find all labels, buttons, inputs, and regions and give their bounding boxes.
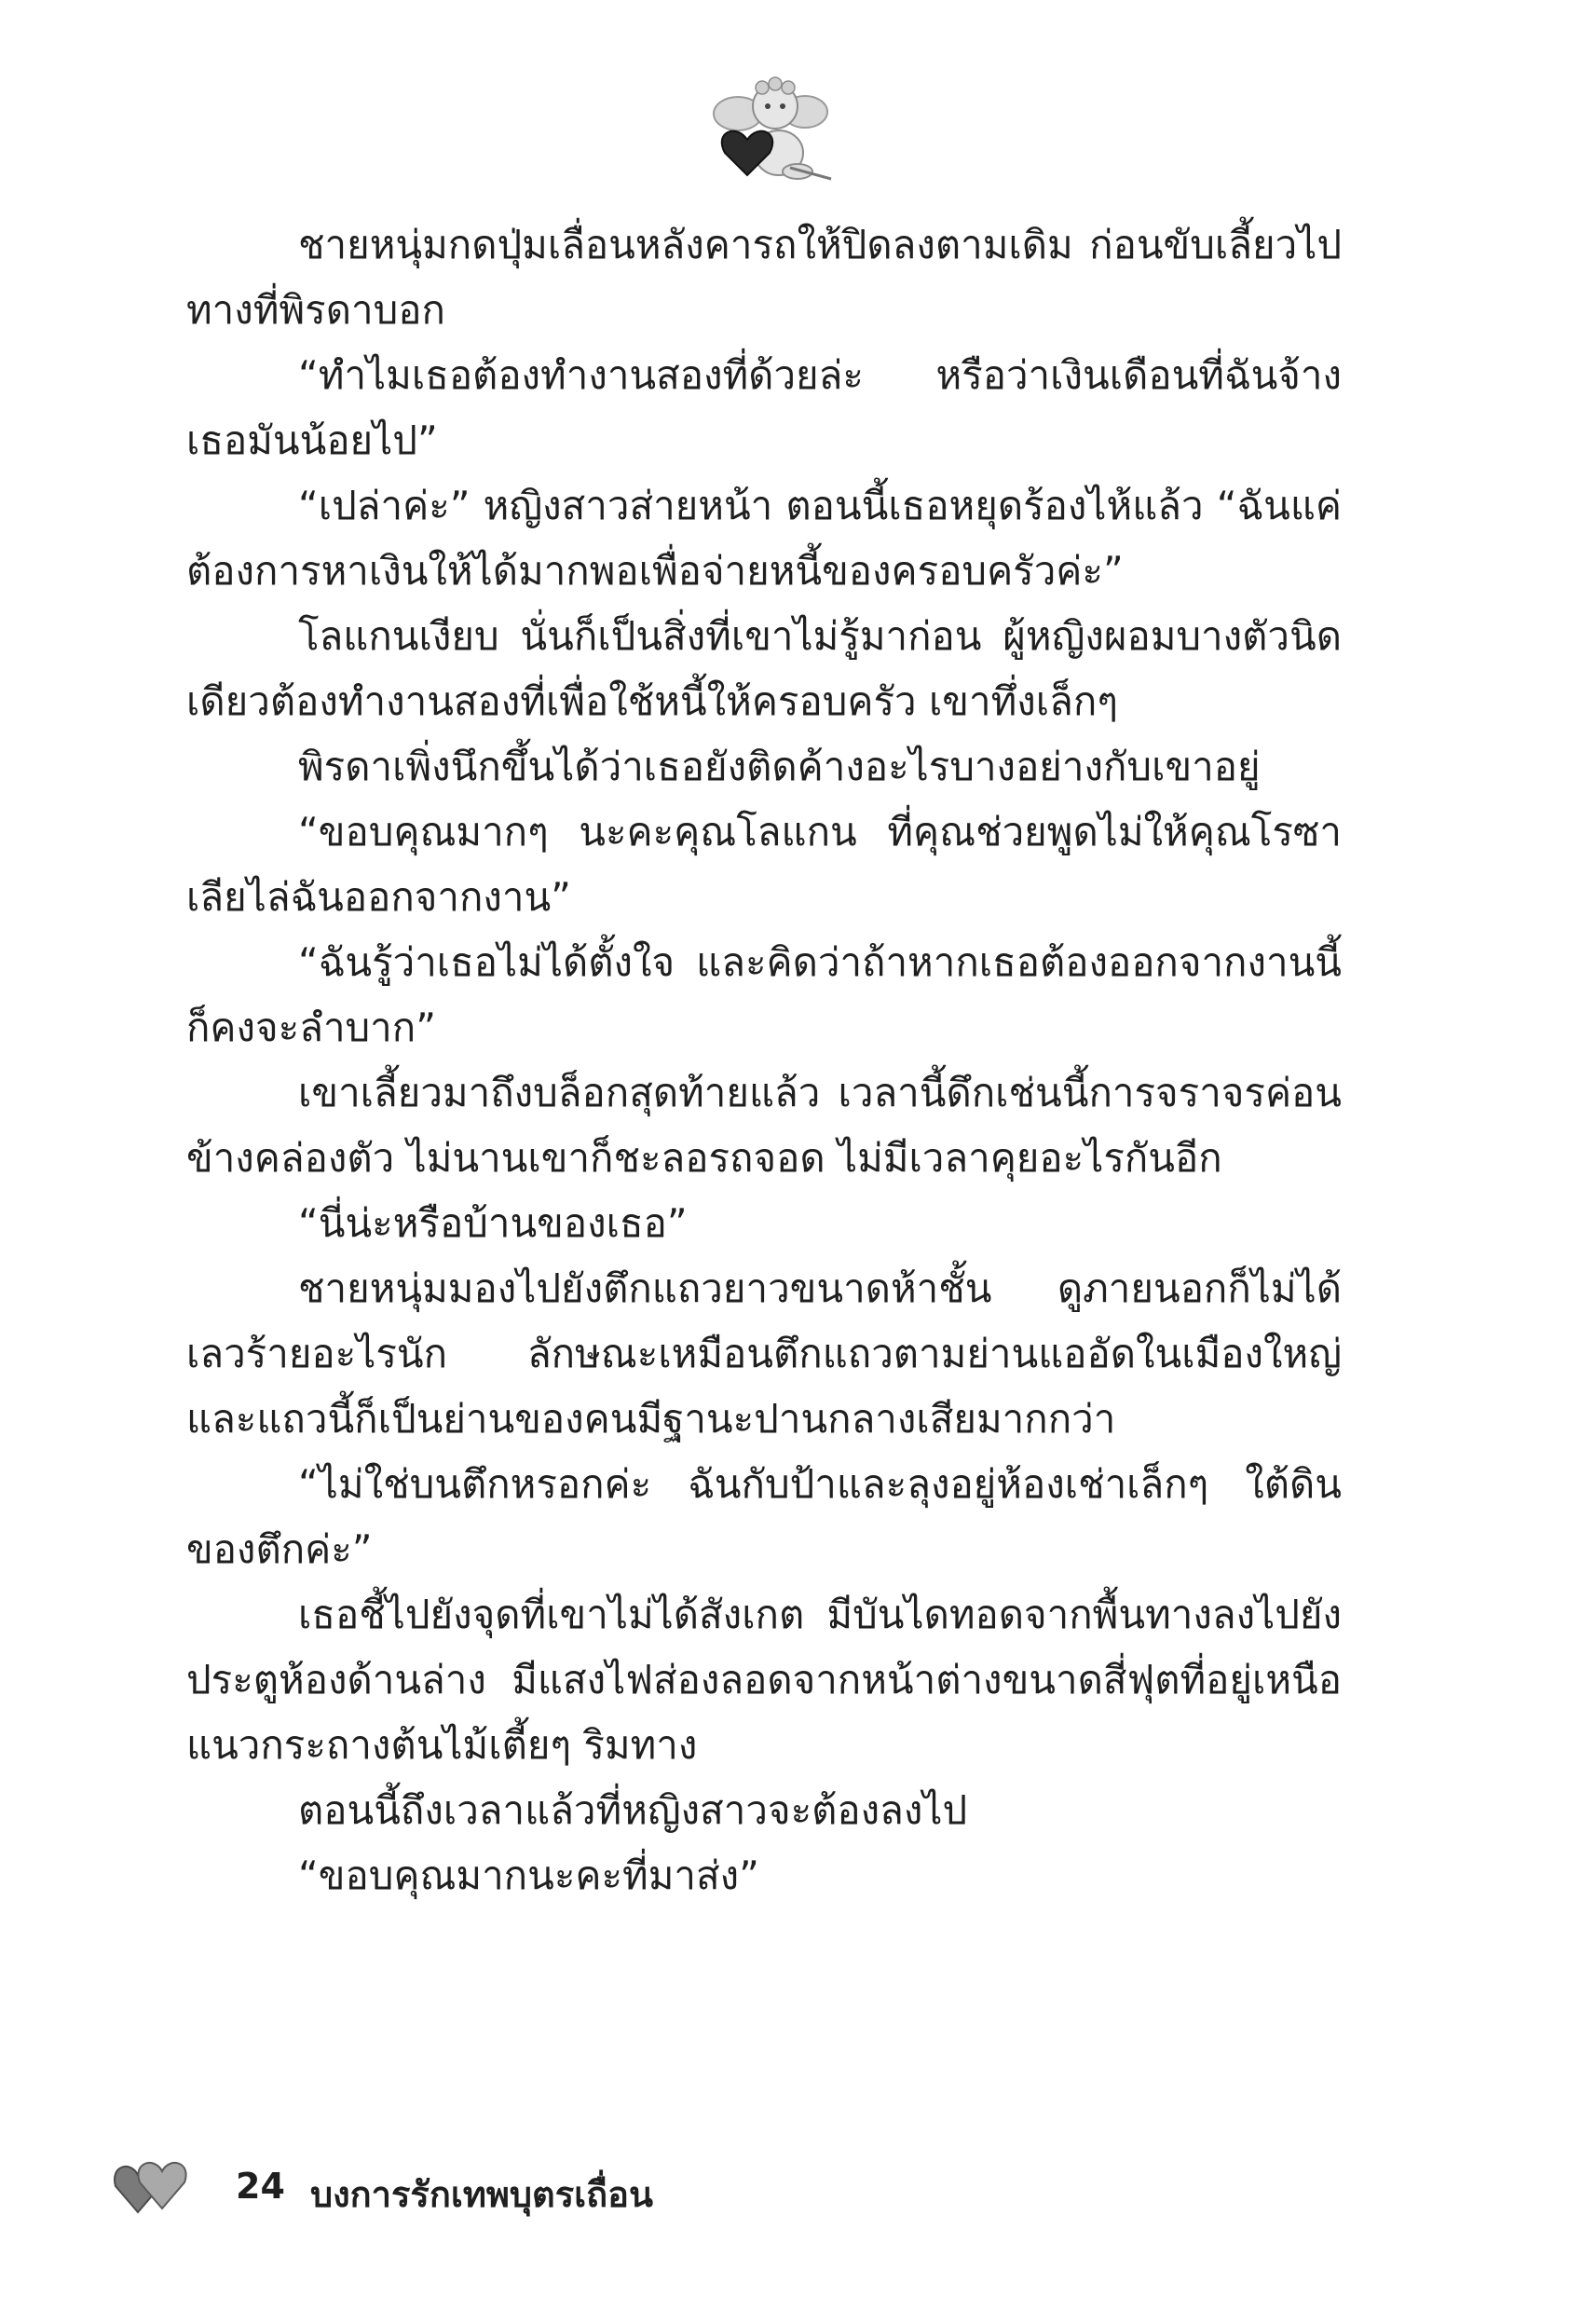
paragraph: “นี่น่ะหรือบ้านของเธอ” <box>298 1200 688 1246</box>
double-heart-icon <box>110 2143 194 2227</box>
page-number: 24 <box>236 2166 285 2207</box>
paragraph: โลแกนเงียบ นั่นก็เป็นสิ่งที่เขาไม่รู้มาก่อน ผู้หญิงผอมบางตัวนิดเดียวต้องทำงานสองที่เพื่อใช้หนี้ให้ครอบครัว เขาทึ่งเล็กๆ <box>186 613 1342 724</box>
paragraph: “ทำไมเธอต้องทำงานสองที่ด้วยล่ะ หรือว่าเงินเดือนที่ฉันจ้างเธอมันน้อยไป” <box>186 352 1342 463</box>
paragraph: “เปล่าค่ะ” หญิงสาวส่ายหน้า ตอนนี้เธอหยุดร้องไห้แล้ว “ฉันแค่ต้องการหาเงินให้ได้มากพอเพื่อจ่ายหนี้ของครอบครัวค่ะ” <box>186 483 1342 594</box>
paragraph: “ขอบคุณมากๆ นะคะคุณโลแกน ที่คุณช่วยพูดไม่ให้คุณโรซาเลียไล่ฉันออกจากงาน” <box>186 809 1342 920</box>
paragraph: ชายหนุ่มกดปุ่มเลื่อนหลังคารถให้ปิดลงตามเดิม ก่อนขับเลี้ยวไปทางที่พิรดาบอก <box>186 222 1342 333</box>
paragraph: “ฉันรู้ว่าเธอไม่ได้ตั้งใจ และคิดว่าถ้าหากเธอต้องออกจากงานนี้ก็คงจะลำบาก” <box>186 939 1342 1050</box>
paragraph: “ขอบคุณมากนะคะที่มาส่ง” <box>298 1853 759 1898</box>
cupid-with-heart-icon <box>701 75 840 186</box>
paragraph: เธอชี้ไปยังจุดที่เขาไม่ได้สังเกต มีบันไดทอดจากพื้นทางลงไปยังประตูห้องด้านล่าง มีแสงไฟส่องลอดจากหน้าต่างขนาดสี่ฟุตที่อยู่เหนือแนวกระถางต้นไม้เตี้ยๆ ริมทาง <box>186 1592 1342 1768</box>
book-title: บงการรักเทพบุตรเถื่อน <box>310 2174 653 2215</box>
page-footer <box>110 2143 855 2227</box>
paragraph: ชายหนุ่มมองไปยังตึกแถวยาวขนาดห้าชั้น ดูภายนอกก็ไม่ได้เลวร้ายอะไรนัก ลักษณะเหมือนตึกแถวตามย่านแออัดในเมืองใหญ่และแถวนี้ก็เป็นย่านของคนมีฐานะปานกลางเสียมากกว่า <box>186 1265 1342 1442</box>
paragraph: ตอนนี้ถึงเวลาแล้วที่หญิงสาวจะต้องลงไป <box>298 1787 968 1833</box>
paragraph: พิรดาเพิ่งนึกขึ้นได้ว่าเธอยังติดค้างอะไรบางอย่างกับเขาอยู่ <box>298 744 1261 789</box>
paragraph: “ไม่ใช่บนตึกหรอกค่ะ ฉันกับป้าและลุงอยู่ห้องเช่าเล็กๆ ใต้ดินของตึกค่ะ” <box>186 1461 1342 1572</box>
chapter-text <box>186 212 1342 1908</box>
paragraph: เขาเลี้ยวมาถึงบล็อกสุดท้ายแล้ว เวลานี้ดึกเช่นนี้การจราจรค่อนข้างคล่องตัว ไม่นานเขาก็ชะลอรถจอด ไม่มีเวลาคุยอะไรกันอีก <box>186 1070 1342 1181</box>
